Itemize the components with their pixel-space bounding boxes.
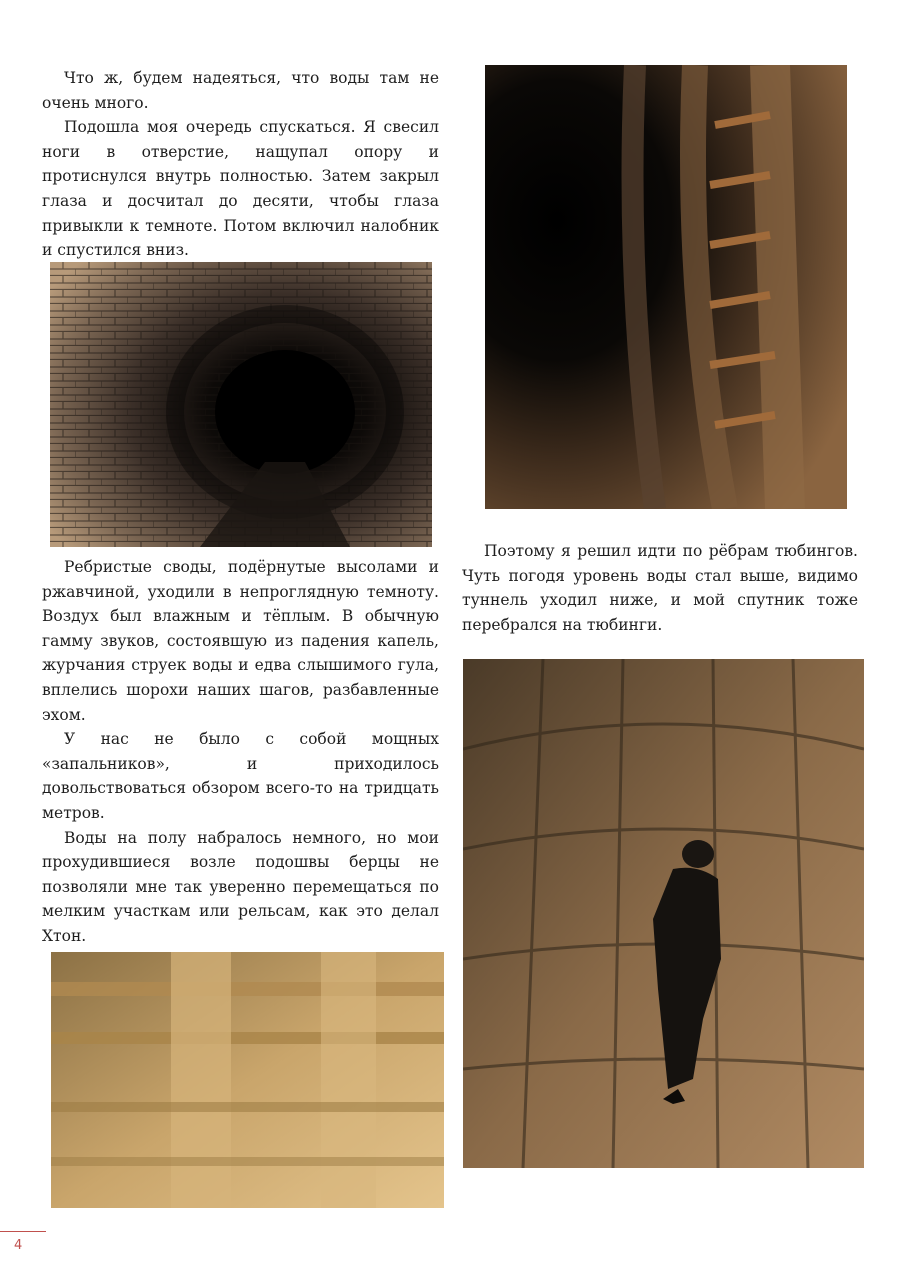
photo-rails <box>51 952 444 1208</box>
paragraph: Подошла моя очередь спускаться. Я свесил ноги в отверстие, нащупал опору и протиснулся внутрь полностью. Затем закрыл глаза и досчитал до десяти, чтобы глаза привыкли к темноте. Потом включил налобник и спустился вниз. <box>42 118 439 260</box>
paragraph: Воды на полу набралось немного, но мои прохудившиеся возле подошвы берцы не позволяли мне так уверенно перемещаться по мелким участкам или рельсам, как это делал Хтон. <box>42 828 439 945</box>
paragraph: Поэтому я решил идти по рёбрам тюбингов. Чуть погодя уровень воды стал выше, видимо туннель уходил ниже, и мой спутник тоже перебрался на тюбинги. <box>462 542 858 634</box>
photo-person-tunnel <box>463 659 864 1168</box>
photo-tubing-ladder <box>485 65 847 509</box>
paragraph: Ребристые своды, подёрнутые высолами и ржавчиной, уходили в непроглядную темноту. Воздух был влажным и тёплым. В обычную гамму звуков, состоявшую из падения капель, журчания струек воды и едва слышимого гула, вплелись шорохи наших шагов, разбавленные эхом. <box>42 558 439 724</box>
right-text <box>462 539 858 637</box>
footer-rule <box>0 1231 46 1232</box>
left-text-middle <box>42 555 439 949</box>
photo-brick-tunnel <box>50 262 432 547</box>
left-text-top <box>42 66 439 263</box>
paragraph: У нас не было с собой мощных «запальников», и приходилось довольствоваться обзором всего-то на тридцать метров. <box>42 730 439 822</box>
page-number: 4 <box>14 1238 23 1253</box>
paragraph: Что ж, будем надеяться, что воды там не очень много. <box>42 69 439 112</box>
